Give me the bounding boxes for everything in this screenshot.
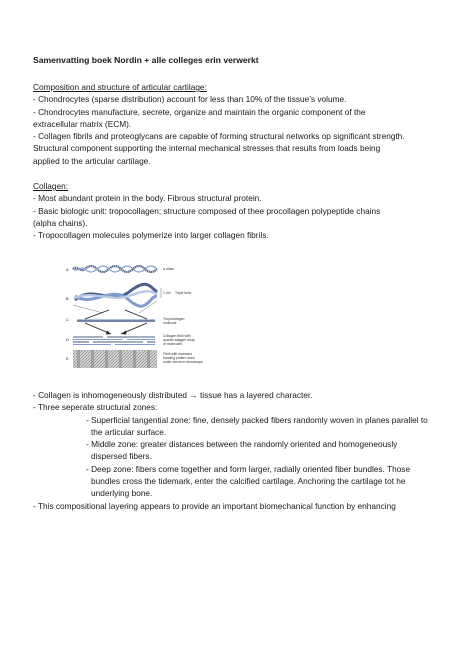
text-line: (alpha chains).: [33, 217, 88, 228]
section-heading: Composition and structure of articular cartilage:: [33, 82, 207, 92]
figure-letter-e: E: [66, 356, 69, 361]
text-line: - Chondrocytes (sparse distribution) account for less than 10% of the tissue’s volume.: [33, 94, 347, 105]
text-line: applied to the articular cartilage.: [33, 155, 151, 166]
label-alpha-chain: α chain: [163, 267, 175, 271]
tropocollagen-drawing: [77, 310, 155, 335]
section-collagen-distribution: [33, 389, 453, 512]
label-banding-2: banding pattern seen: [163, 356, 195, 360]
section-collagen: [33, 180, 453, 241]
text-line: - Collagen fibrils and proteoglycans are capable of forming structural networks op significant strength.: [33, 131, 405, 142]
triple-helix-drawing: [73, 284, 161, 313]
label-scale: 1 nm: [163, 291, 171, 295]
zone-superficial-line: - Superficial tangential zone: fine, densely packed fibers randomly woven in planes parallel to: [86, 414, 428, 425]
zone-superficial-line: the articular surface.: [91, 426, 167, 437]
figure-letter-d: D: [66, 337, 69, 342]
collagen-fibril-drawing: [73, 337, 155, 345]
label-banding-3: under electron microscope: [163, 360, 203, 364]
zone-deep-line: - Deep zone: fibers come together and form larger, radially oriented fiber bundles. Those: [86, 463, 411, 474]
section-composition: [33, 81, 453, 167]
zone-deep-line: bundles cross the tidemark, enter the calcified cartilage. Anchoring the cartilage tot he: [91, 476, 406, 487]
collagen-structure-figure: [63, 262, 241, 384]
label-triple-helix: Triple helix: [175, 291, 192, 295]
text-fragment: - Collagen is inhomogeneously distributed: [33, 390, 190, 400]
document-title: Samenvatting boek Nordin + alle colleges erin verwerkt: [33, 55, 259, 65]
text-line: [33, 389, 453, 401]
arrow-icon: →: [189, 390, 198, 400]
label-fibril-3: of molecules: [163, 342, 183, 346]
text-line: - Most abundant protein in the body. Fibrous structural protein.: [33, 193, 262, 204]
zone-middle-line: dispersed fibers.: [91, 451, 152, 462]
label-tropocollagen-1: Tropocollagen: [163, 317, 185, 321]
label-tropocollagen-2: molecule: [163, 321, 177, 325]
label-banding-1: Fibril with repeated: [163, 352, 192, 356]
figure-letter-b: B: [66, 296, 69, 301]
text-line: - Tropocollagen molecules polymerize into larger collagen fibrils.: [33, 230, 269, 241]
text-line: - Three seperate structural zones:: [33, 402, 158, 413]
label-fibril-1: Collagen fibril with: [163, 334, 191, 338]
text-line: - This compositional layering appears to provide an important biomechanical function by enhancing: [33, 500, 396, 511]
text-fragment: tissue has a layered character.: [197, 390, 313, 400]
fibril-banding-drawing: [73, 350, 157, 368]
text-line: extracellular matrix (ECM).: [33, 118, 132, 129]
alpha-chain-drawing: [73, 266, 157, 272]
figure-letter-c: C: [66, 317, 69, 322]
zone-deep-line: underlying bone.: [91, 488, 153, 499]
figure-letter-a: A: [66, 267, 69, 272]
label-fibril-2: quarter-stagger array: [163, 338, 195, 342]
zone-middle-line: - Middle zone: greater distances between the randomly oriented and homogeneously: [86, 439, 398, 450]
section-heading: Collagen:: [33, 181, 69, 191]
text-line: Structural component supporting the internal mechanical stresses that results from loads being: [33, 143, 381, 154]
text-line: - Basic biologic unit: tropocollagen; structure composed of thee procollagen polypeptide chains: [33, 205, 381, 216]
text-line: - Chondrocytes manufacture, secrete, organize and maintain the organic component of the: [33, 106, 366, 117]
